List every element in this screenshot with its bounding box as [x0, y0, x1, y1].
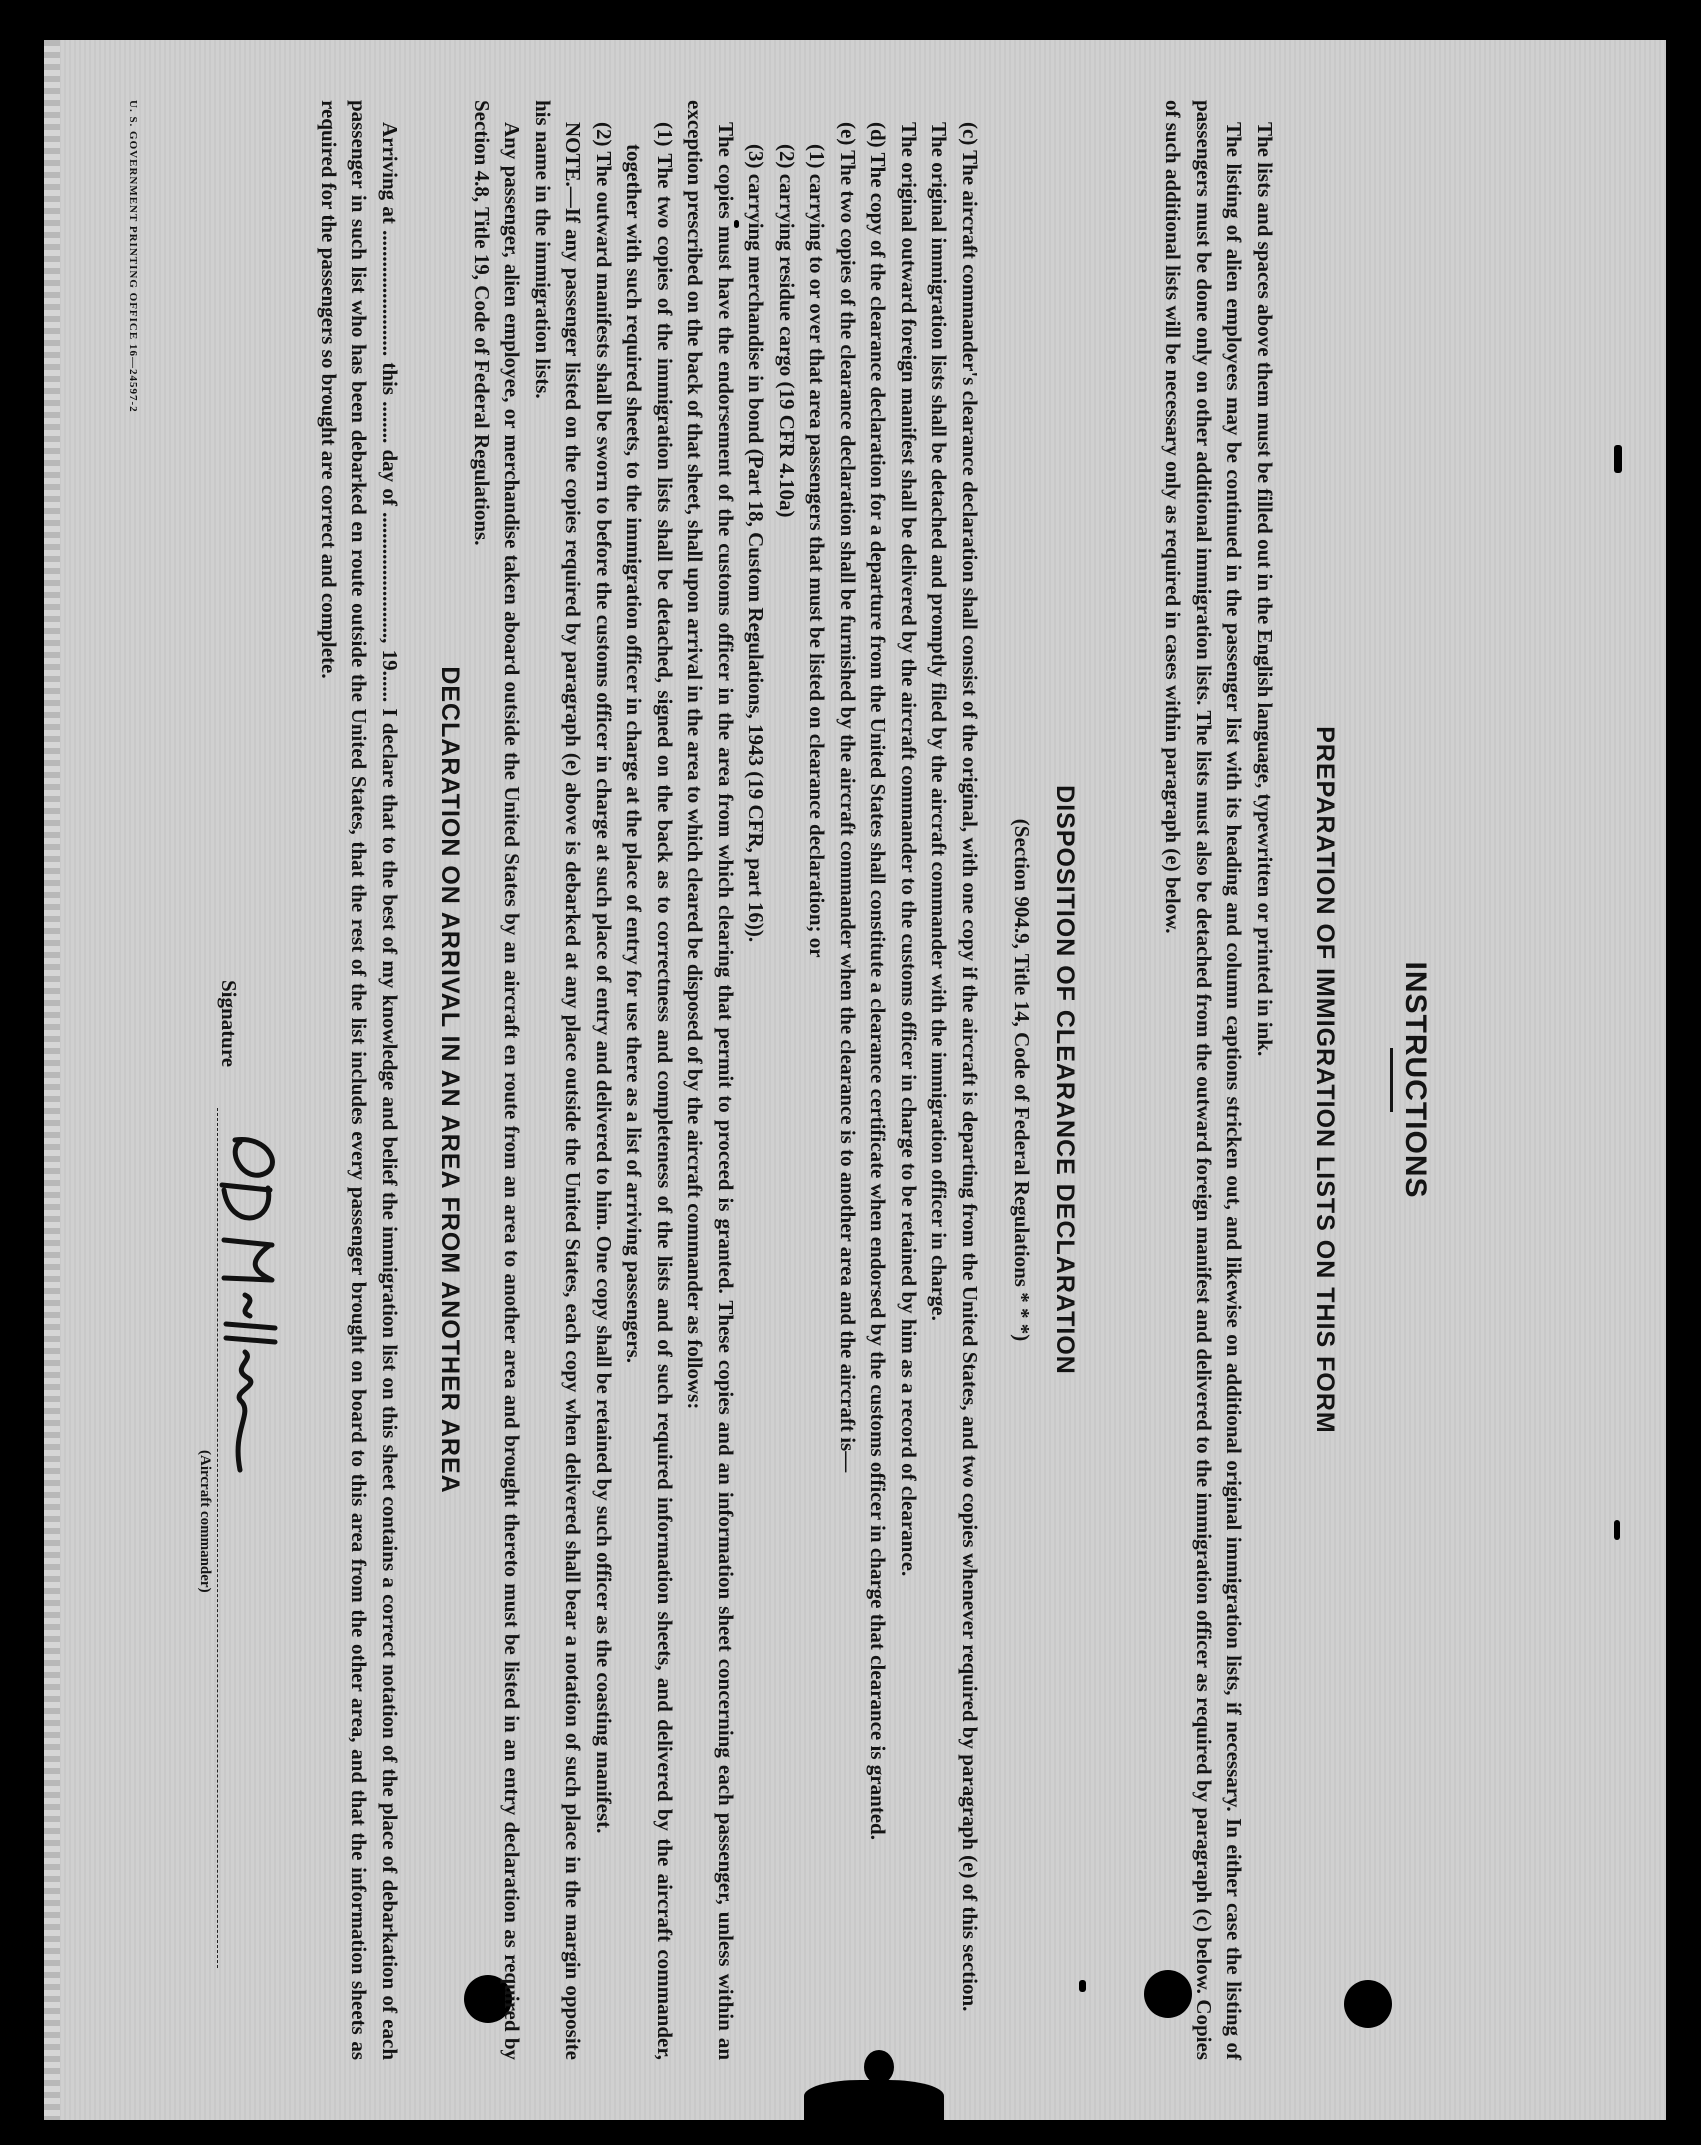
section-heading-preparation: PREPARATION OF IMMIGRATION LISTS ON THIS FORM	[1311, 726, 1339, 1434]
list-item: (1) The two copies of the immigration lists shall be detached, signed on the back as to correctness and completeness of the lists and of such required information sheets, and delivered by the aircraft commander, together with such required sheets, to the immigration officer in charge at the place of entry for use there as a list of arriving passengers.	[622, 122, 677, 2060]
printer-imprint: U. S. GOVERNMENT PRINTING OFFICE 16—24597-2	[127, 100, 139, 413]
scratch-mark	[1614, 445, 1622, 473]
handwritten-signature	[210, 1130, 290, 1510]
paragraph-c: (c) The aircraft commander's clearance declaration shall consist of the original, with one copy if the aircraft is departing from the United States, and two copies whenever required by paragraph (e) of this section.	[958, 122, 982, 2012]
paragraph: The original immigration lists shall be detached and promptly filed by the aircraft commander with the immigration officer in charge.	[927, 122, 952, 1321]
document-title: INSTRUCTIONS	[1399, 961, 1432, 1199]
note: NOTE.—If any passenger listed on the copies required by paragraph (e) above is debarked at any place outside the United States, each copy when delivered shall bear a notation of such place in the margin opposite his name in the immigration lists.	[531, 100, 586, 2060]
signature-role: (Aircraft commander)	[197, 1450, 213, 1593]
section-heading-declaration: DECLARATION ON ARRIVAL IN AN AREA FROM ANOTHER AREA	[436, 666, 464, 1494]
title-underline	[1391, 1048, 1394, 1112]
paragraph: Any passenger, alien employee, or merchandise taken aboard outside the United States by an aircraft en route from an area to another area and brought thereto must be listed in an entry declaration as required by Section 4.8, Title 19, Code of Federal Regulations.	[470, 100, 525, 2060]
signature-label: Signature	[217, 980, 241, 1068]
paragraph: The copies must have the endorsement of the customs officer in the area from which clearing that permit to proceed is granted. These copies and an information sheet concerning each passenger, unless within an exception prescribed on the back of that sheet, shall upon arrival in the area to which cleared be disposed of by the aircraft commander as follows:	[683, 100, 738, 2060]
citation: (Section 904.9, Title 14, Code of Federal Regulations * * *)	[1010, 818, 1035, 1342]
paragraph: The listing of alien employees may be continued in the passenger list with its heading and column captions stricken out, and likewise on additional original immigration lists, if necessary. In either case the listing of passengers must be done only on other additional immigration lists. The lists must also be detached from the outward foreign manifest and delivered to the immigration officer as required by paragraph (c) below. Copies of such additional lists will be necessary only as required in cases within paragraph (e) below.	[1161, 100, 1247, 2060]
paragraph: The original outward foreign manifest shall be delivered by the aircraft commander to the customs officer in charge to be retained by him as a record of clearance.	[897, 122, 921, 1577]
torn-edge	[804, 2080, 944, 2120]
section-heading-disposition: DISPOSITION OF CLEARANCE DECLARATION	[1051, 785, 1079, 1375]
list-item: (2) carrying residue cargo (19 CFR 4.10a)	[775, 144, 799, 518]
list-item: (2) The outward manifests shall be sworn to before the customs officer in charge at such place of entry and delivered to him. One copy shall be retained by such officer as the coasting manifest.	[592, 122, 616, 1834]
list-item: (1) carrying to or over that area passengers that must be listed on clearance declaration; or	[805, 144, 830, 958]
binding-edge	[44, 40, 60, 2120]
list-item: (3) carrying merchandise in bond (Part 18, Custom Regulations, 1943 (19 CFR, part 16)).	[744, 144, 769, 943]
paragraph: The lists and spaces above them must be filled out in the English language, typewritten or printed in ink.	[1253, 122, 1277, 1057]
signature-block	[197, 980, 280, 1980]
scratch-mark	[1614, 1520, 1620, 1540]
declaration-text: Arriving at ........................ this ........ day of ........................, 19...... I declare that to the best of my knowledge and belief the immigration list on this sheet contains a correct notation of the place of debarkation of each passenger in such list who has been debarked en route outside the United States, that the rest of the list includes every passenger brought on board to this area from the other area, and that the information sheets as required for the passengers so brought are correct and complete.	[317, 100, 402, 2060]
paragraph-d: (d) The copy of the clearance declaration for a departure from the United States shall constitute a clearance certificate when endorsed by the customs officer in charge that clearance is granted.	[866, 122, 891, 1840]
rotated-instructions	[90, 100, 1430, 2060]
paragraph-e: (e) The two copies of the clearance declaration shall be furnished by the aircraft commander when the clearance is to another area and the aircraft is—	[836, 122, 860, 1473]
